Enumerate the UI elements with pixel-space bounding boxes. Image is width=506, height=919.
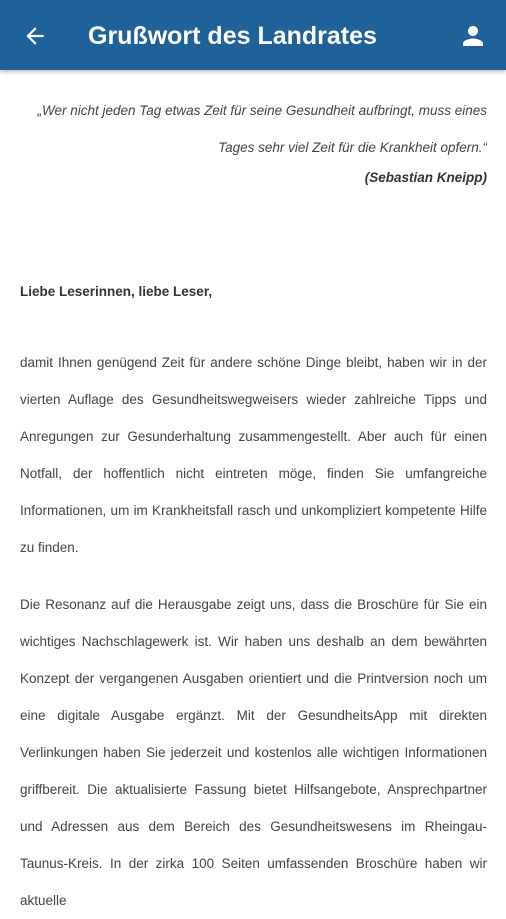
quote-author: (Sebastian Kneipp)	[364, 170, 487, 185]
paragraph: damit Ihnen genügend Zeit für andere schöne Dinge bleibt, haben wir in der vierten Auflage des Gesundheitswegweisers wieder zahlreiche Tipps und Anregungen zur Gesunderhaltung zusammengestellt. Aber auch für einen Notfall, der hoffentlich nicht eintreten möge, finden Sie umfangreiche Informationen, um im Krankheitsfall rasch und unkompliziert kompetente Hilfe zu finden.	[20, 355, 487, 555]
quote-text: „Wer nicht jeden Tag etwas Zeit für seine Gesundheit aufbringt, muss eines Tages sehr viel Zeit für die Krankheit opfern.“	[37, 103, 487, 155]
back-button[interactable]	[14, 15, 56, 57]
article-content	[20, 92, 487, 919]
greeting: Liebe Leserinnen, liebe Leser,	[20, 284, 213, 299]
page-title: Grußwort des Landrates	[88, 22, 377, 50]
arrow-left-icon	[22, 23, 48, 49]
person-icon	[458, 21, 488, 51]
profile-button[interactable]	[452, 15, 494, 57]
app-bar	[0, 0, 506, 70]
paragraph: Die Resonanz auf die Herausgabe zeigt uns, dass die Broschüre für Sie ein wichtiges Nachschlagewerk ist. Wir haben uns deshalb an dem bewährten Konzept der vergangenen Ausgaben orientiert und die Printversion noch um eine digitale Ausgabe ergänzt. Mit der GesundheitsApp mit direkten Verlinkungen haben Sie jederzeit und kostenlos alle wichtigen Informationen griffbereit. Die aktualisierte Fassung bietet Hilfsangebote, Ansprechpartner und Adressen aus dem Bereich des Gesundheitswesens im Rheingau-Taunus-Kreis. In der zirka 100 Seiten umfassenden Broschüre haben wir aktuelle	[20, 597, 487, 908]
